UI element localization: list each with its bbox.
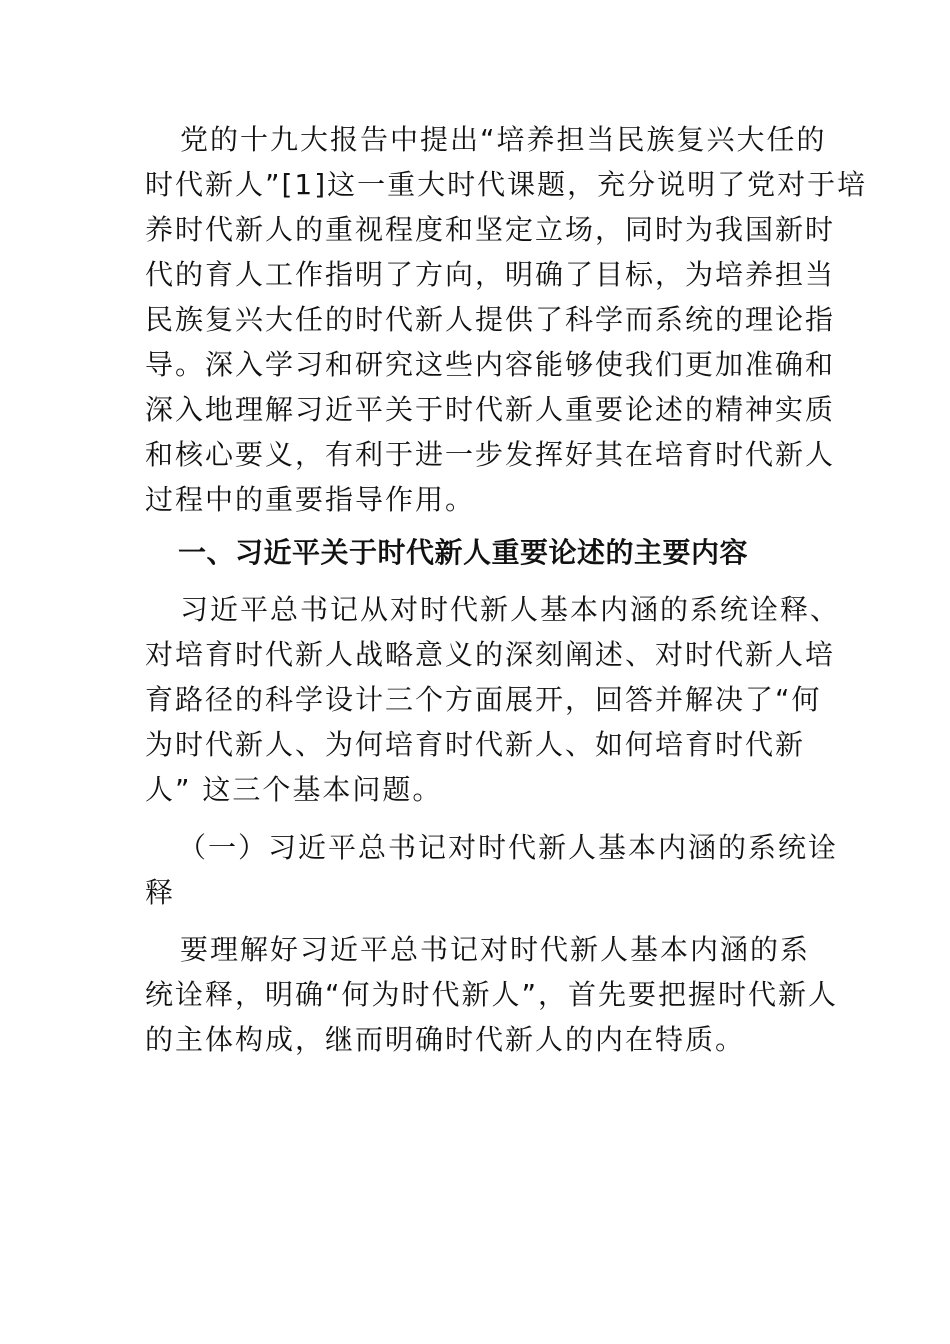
paragraph-2-line-2: 对培育时代新人战略意义的深刻阐述、对时代新人培	[145, 638, 836, 671]
paragraph-2-line-4: 为时代新人、为何培育时代新人、如何培育时代新	[145, 728, 806, 761]
paragraph-2-line-5: 人” 这三个基本问题。	[145, 773, 443, 806]
paragraph-1-line-7: 深入地理解习近平关于时代新人重要论述的精神实质	[145, 393, 836, 426]
subsection-heading-line-2: 释	[145, 876, 176, 909]
paragraph-3-line-3: 的主体构成，继而明确时代新人的内在特质。	[145, 1023, 746, 1056]
paragraph-1-line-9: 过程中的重要指导作用。	[145, 483, 476, 516]
paragraph-2-line-3: 育路径的科学设计三个方面展开，回答并解决了“何	[145, 683, 822, 716]
paragraph-2-line-1: 习近平总书记从对时代新人基本内涵的系统诠释、	[180, 593, 841, 626]
paragraph-1-line-8: 和核心要义，有利于进一步发挥好其在培育时代新人	[145, 438, 836, 471]
paragraph-1-line-4: 代的育人工作指明了方向，明确了目标，为培养担当	[145, 258, 836, 291]
paragraph-1-line-1: 党的十九大报告中提出“培养担当民族复兴大任的	[180, 123, 827, 156]
paragraph-3-line-1: 要理解好习近平总书记对时代新人基本内涵的系	[180, 933, 811, 966]
paragraph-3-line-2: 统诠释，明确“何为时代新人”，首先要把握时代新人	[145, 978, 839, 1011]
paragraph-1-line-6: 导。深入学习和研究这些内容能够使我们更加准确和	[145, 348, 836, 381]
paragraph-1-line-2: 时代新人”[1]这一重大时代课题，充分说明了党对于培	[145, 168, 868, 201]
paragraph-1-line-5: 民族复兴大任的时代新人提供了科学而系统的理论指	[145, 303, 836, 336]
paragraph-1-line-3: 养时代新人的重视程度和坚定立场，同时为我国新时	[145, 213, 836, 246]
section-heading: 一、习近平关于时代新人重要论述的主要内容	[178, 536, 749, 569]
subsection-heading-line-1: （一）习近平总书记对时代新人基本内涵的系统诠	[178, 831, 839, 864]
